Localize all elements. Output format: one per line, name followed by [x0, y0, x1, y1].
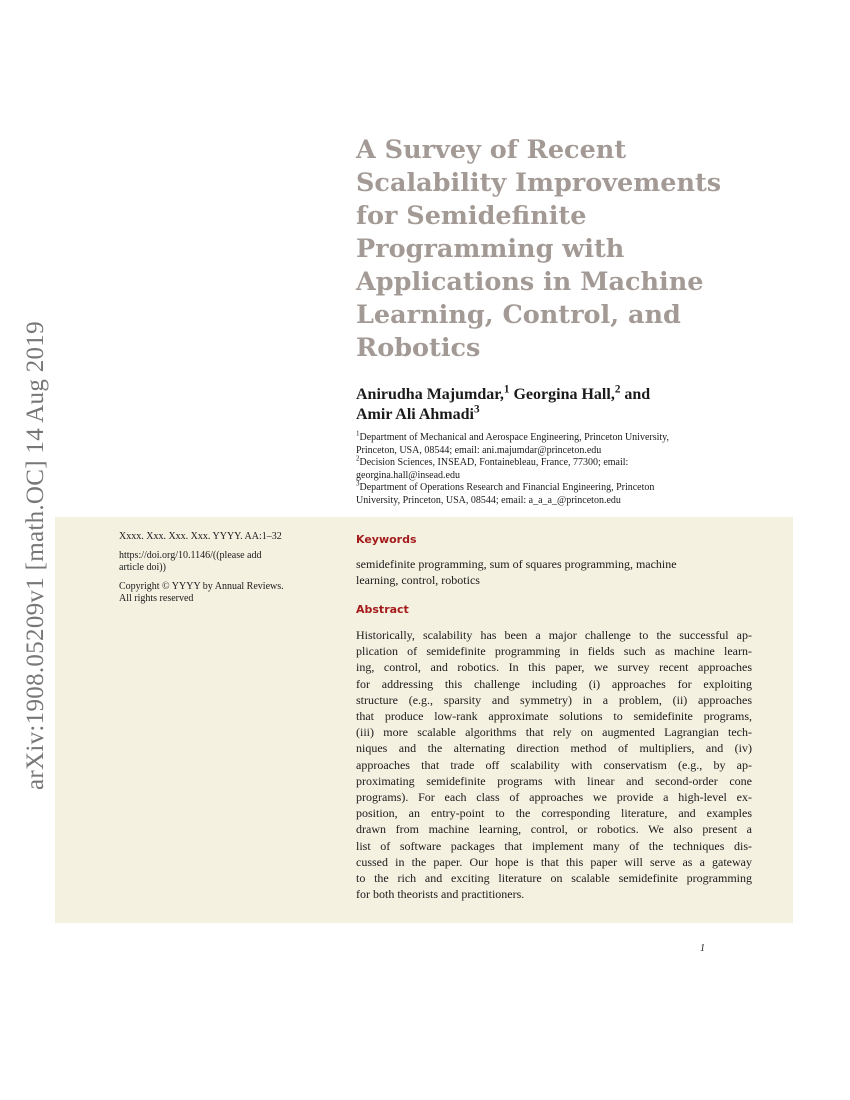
abstract-line: cussed in the paper. Our hope is that this paper will serve as a gateway — [356, 854, 752, 869]
title-line: A Survey of Recent — [356, 135, 627, 165]
author-line — [356, 405, 756, 425]
copyright-line: Copyright © YYYY by Annual Reviews. — [119, 580, 284, 592]
affiliation-marker: 3 — [473, 403, 480, 416]
title-line: Learning, Control, and — [356, 300, 681, 330]
arxiv-identifier-stamp: arXiv:1908.05209v1 [math.OC] 14 Aug 2019 — [22, 321, 49, 790]
abstract-line: list of software packages that implement many of the techniques dis- — [356, 838, 752, 853]
abstract-line: for both theorists and practitioners. — [356, 887, 525, 902]
abstract-line: plication of semidefinite programming in fields such as machine learn- — [356, 644, 752, 659]
paper-title — [356, 134, 736, 365]
title-line: Scalability Improvements — [356, 168, 722, 198]
abstract-line: that produce low-rank approximate solutions to semidefinite programs, — [356, 709, 752, 724]
affiliation-text: Department of Mechanical and Aerospace Engineering, Princeton University, — [359, 432, 670, 443]
doi-block — [119, 550, 334, 575]
affiliation-marker: 2 — [356, 454, 360, 463]
abstract-line: niques and the alternating direction method of multipliers, and (iv) — [356, 741, 752, 756]
affiliation-marker: 2 — [614, 383, 621, 396]
abstract-line: (iii) more scalable algorithms that rely on augmented Lagrangian tech- — [356, 725, 752, 740]
journal-citation — [119, 531, 334, 544]
affiliation-line — [356, 429, 776, 445]
doi-link-continued: article doi)) — [119, 562, 166, 574]
rights-line: All rights reserved — [119, 593, 194, 605]
journal-line: Xxxx. Xxx. Xxx. Xxx. YYYY. AA:1–32 — [119, 531, 282, 542]
abstract-line: approaches that trade off scalability with conservatism (e.g., by ap- — [356, 757, 752, 772]
title-line: Robotics — [356, 333, 481, 363]
keywords-heading: Keywords — [356, 533, 417, 546]
abstract-line: position, an entry-point to the corresponding literature, and examples — [356, 806, 752, 821]
abstract-line: proximating semidefinite programs with linear and second-order cone — [356, 773, 752, 788]
affiliation-line — [356, 454, 776, 470]
abstract-line: for addressing this challenge including (i) approaches for exploiting — [356, 676, 752, 691]
keywords-line: learning, control, robotics — [356, 573, 480, 588]
abstract-line: ing, control, and robotics. In this paper, we survey recent approaches — [356, 660, 752, 675]
affiliation-marker: 3 — [356, 479, 360, 488]
doi-link[interactable]: https://doi.org/10.1146/((please add — [119, 549, 262, 561]
affiliation-text: Department of Operations Research and Financial Engineering, Princeton — [359, 482, 655, 493]
abstract-heading: Abstract — [356, 603, 409, 616]
publication-info-sidebar — [119, 531, 334, 612]
affiliation-text: Decision Sciences, INSEAD, Fontainebleau, France, 77300; email: — [359, 457, 629, 468]
author-list — [356, 385, 756, 425]
author-name: Amir Ali Ahmadi — [356, 406, 474, 423]
abstract-line: structure (e.g., sparsity and symmetry) in a problem, (ii) approaches — [356, 692, 752, 707]
abstract-line: Historically, scalability has been a major challenge to the successful ap- — [356, 628, 752, 642]
copyright-block — [119, 581, 334, 606]
author-name: Anirudha Majumdar, — [356, 386, 504, 403]
keywords-text — [356, 556, 752, 588]
affiliation-marker: 1 — [503, 383, 510, 396]
abstract-line: drawn from machine learning, control, or robotics. We also present a — [356, 822, 752, 837]
title-line: Applications in Machine — [356, 267, 704, 297]
affiliation-line — [356, 479, 776, 495]
author-line — [356, 385, 756, 405]
affiliation-line: Princeton, USA, 08544; email: ani.majumdar@princeton.edu — [356, 444, 602, 456]
author-conjunction: and — [624, 386, 651, 403]
affiliation-line: georgina.hall@insead.edu — [356, 469, 460, 481]
abstract-line: programs). For each class of approaches we provide a high-level ex- — [356, 790, 752, 805]
author-name: Georgina Hall, — [513, 386, 615, 403]
abstract-text — [356, 627, 752, 902]
affiliation-line: University, Princeton, USA, 08544; email: a_a_a_@princeton.edu — [356, 494, 621, 506]
title-line: for Semidefinite — [356, 201, 587, 231]
keywords-line: semidefinite programming, sum of squares programming, machine — [356, 557, 677, 571]
abstract-line: to the rich and exciting literature on scalable semidefinite programming — [356, 871, 752, 886]
affiliation-marker: 1 — [356, 429, 360, 438]
title-line: Programming with — [356, 234, 625, 264]
affiliations — [356, 429, 776, 507]
page-number: 1 — [700, 943, 705, 954]
